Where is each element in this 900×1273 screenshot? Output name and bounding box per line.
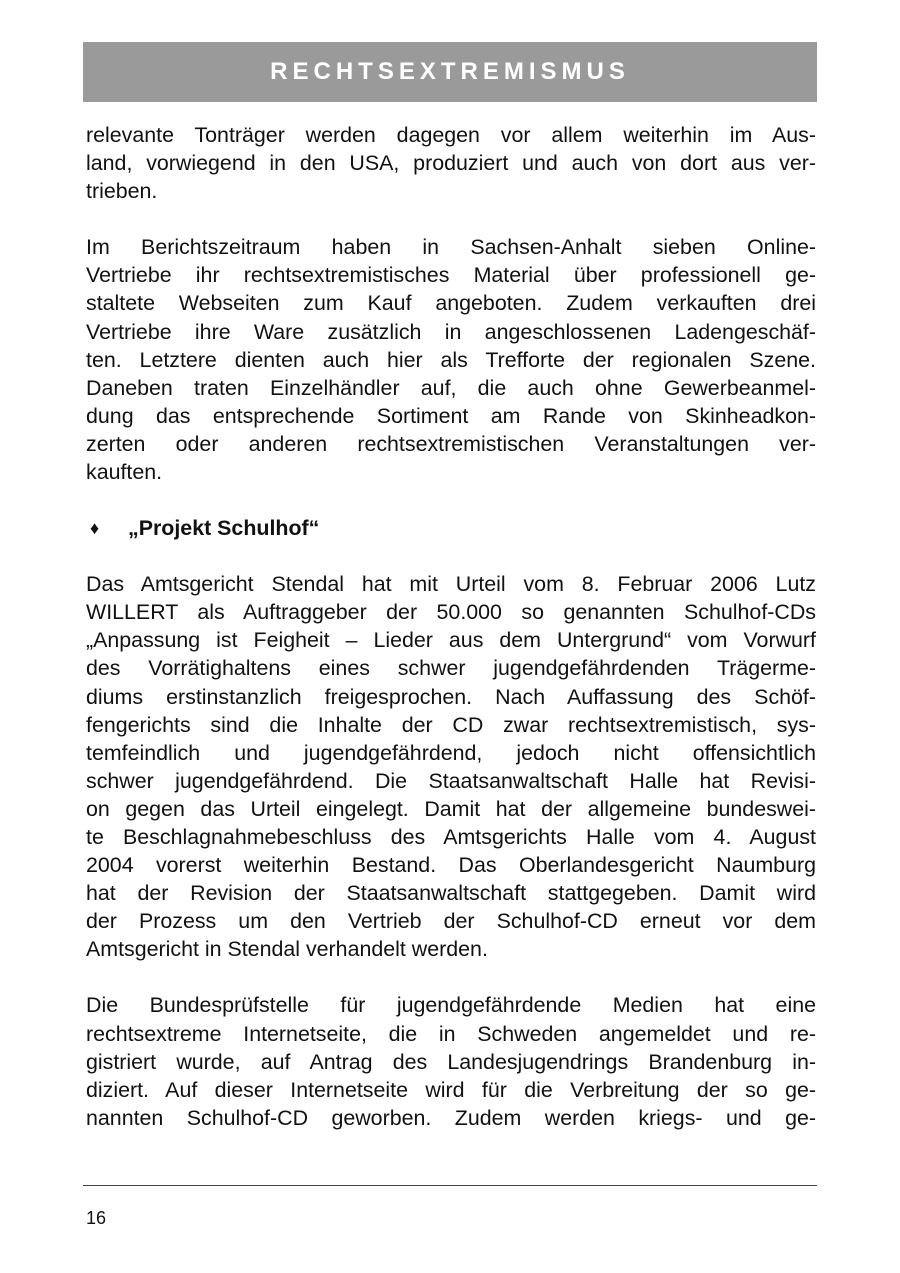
paragraph-4 [86,991,816,1131]
text-line: staltete Webseiten zum Kauf angeboten. Zudem verkauften drei [86,291,816,316]
text-line: rechtsextreme Internetseite, die in Schweden angemeldet und re- [86,1021,816,1046]
text-line: schwer jugendgefährdend. Die Staatsanwaltschaft Halle hat Revisi- [86,768,816,793]
footer-divider [83,1185,817,1186]
text-line: zerten oder anderen rechtsextremistischen Veranstaltungen ver- [86,431,816,456]
text-line: Vertriebe ihr rechtsextremistisches Material über professionell ge- [86,263,816,288]
text-line: diziert. Auf dieser Internetseite wird für die Verbreitung der so ge- [86,1077,816,1102]
text-line: Daneben traten Einzelhändler auf, die auch ohne Gewerbeanmel- [86,375,816,400]
text-line: hat der Revision der Staatsanwaltschaft stattgegeben. Damit wird [86,881,816,906]
text-line: kauften. [86,460,163,485]
text-line: des Vorrätighaltens eines schwer jugendgefährdenden Trägerme- [86,656,816,681]
text-line: „Anpassung ist Feigheit – Lieder aus dem Untergrund“ vom Vorwurf [86,628,816,653]
running-header [83,42,817,102]
paragraph-1 [86,121,816,205]
text-line: Vertriebe ihre Ware zusätzlich in angeschlossenen Ladengeschäf- [86,319,816,344]
text-line: der Prozess um den Vertrieb der Schulhof-CD erneut vor dem [86,909,816,934]
text-line: diums erstinstanzlich freigesprochen. Nach Auffassung des Schöf- [86,684,816,709]
text-line: trieben. [86,179,158,204]
text-line: te Beschlagnahmebeschluss des Amtsgerichts Halle vom 4. August [86,824,816,849]
text-line: Die Bundesprüfstelle für jugendgefährdende Medien hat eine [86,993,816,1018]
paragraph-2 [86,233,816,486]
text-line: 2004 vorerst weiterhin Bestand. Das Oberlandesgericht Naumburg [86,853,816,878]
text-line: gistriert wurde, auf Antrag des Landesjugendrings Brandenburg in- [86,1049,816,1074]
text-line: fengerichts sind die Inhalte der CD zwar rechtsextremistisch, sys- [86,712,816,737]
text-line: ten. Letztere dienten auch hier als Trefforte der regionalen Szene. [86,347,816,372]
text-line: dung das entsprechende Sortiment am Rande von Skinheadkon- [86,403,816,428]
paragraph-3 [86,570,816,963]
text-line: Das Amtsgericht Stendal hat mit Urteil vom 8. Februar 2006 Lutz [86,572,816,597]
text-line: temfeindlich und jugendgefährdend, jedoch nicht offensichtlich [86,740,816,765]
text-line: WILLERT als Auftraggeber der 50.000 so genannten Schulhof-CDs [86,600,816,625]
text-line: Im Berichtszeitraum haben in Sachsen-Anhalt sieben Online- [86,235,816,260]
text-line: relevante Tonträger werden dagegen vor allem weiterhin im Aus- [86,123,816,147]
text-line: nannten Schulhof-CD geworben. Zudem werden kriegs- und ge- [86,1105,816,1130]
running-header-title: RECHTSEXTREMISMUS [270,58,630,85]
text-line: on gegen das Urteil eingelegt. Damit hat der allgemeine bundeswei- [86,796,816,821]
diamond-bullet-icon: ♦ [90,518,100,539]
page-number: 16 [86,1208,107,1228]
text-line: land, vorwiegend in den USA, produziert und auch von dort aus ver- [86,151,816,176]
section-heading-text: „Projekt Schulhof“ [128,516,320,541]
page-body [86,121,816,1132]
section-heading [86,514,816,542]
text-line: Amtsgericht in Stendal verhandelt werden. [86,937,488,962]
